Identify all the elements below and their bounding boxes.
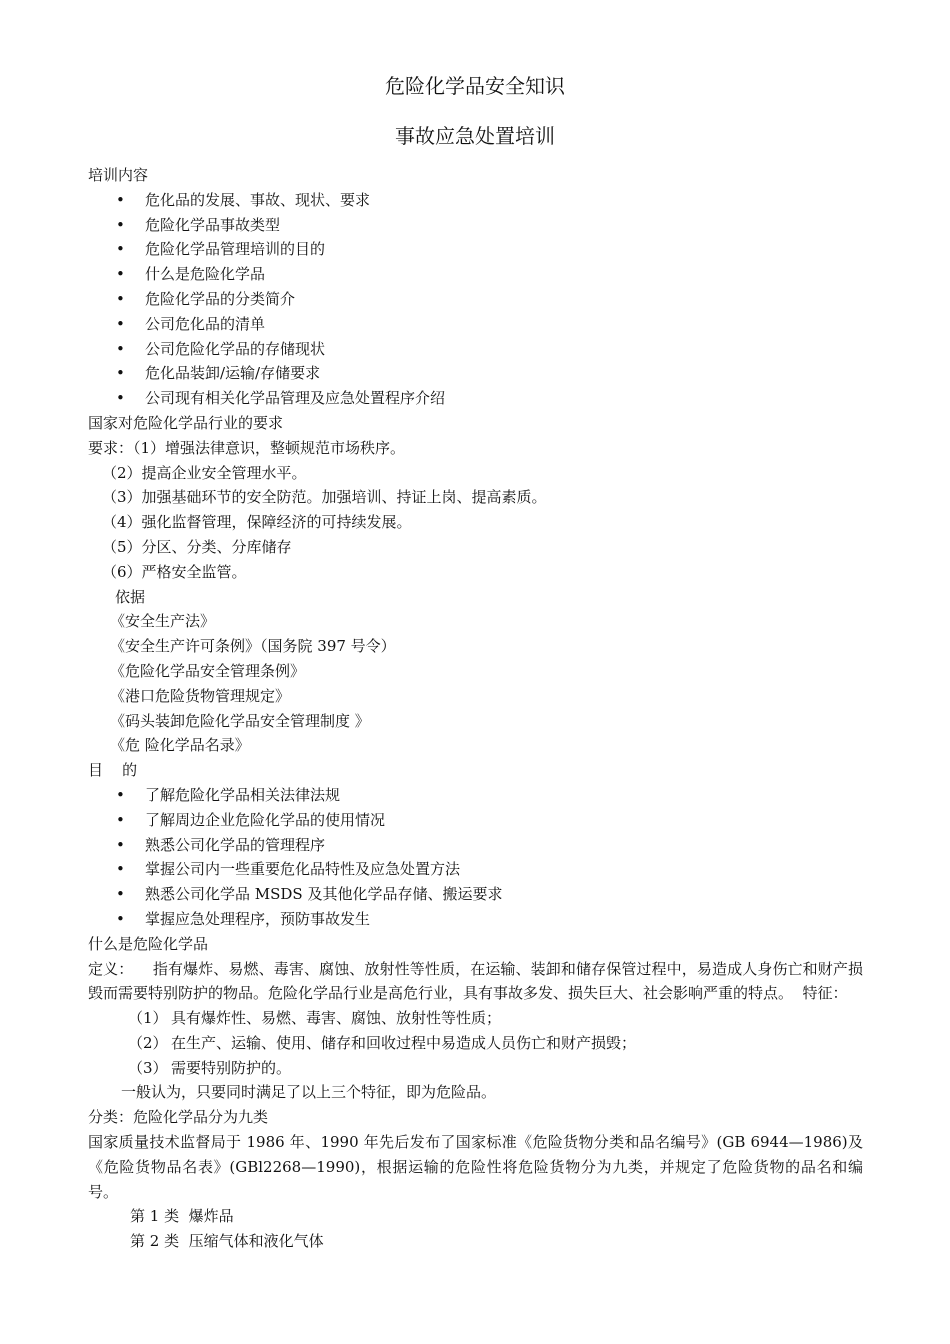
- section-heading-classification: 分类：危险化学品分为九类: [88, 1108, 269, 1127]
- list-item: • 熟悉公司化学品 MSDS 及其他化学品存储、搬运要求: [88, 882, 863, 907]
- basis-item: 《安全生产法》: [110, 612, 216, 631]
- feature-item: （1） 具有爆炸性、易燃、毒害、腐蚀、放射性等性质；: [128, 1009, 502, 1028]
- list-item: • 熟悉公司化学品的管理程序: [88, 833, 863, 858]
- bullet-icon: •: [116, 289, 125, 308]
- list-item: • 危险化学品管理培训的目的: [88, 237, 863, 262]
- class-item: 第 2 类 压缩气体和液化气体: [130, 1232, 324, 1251]
- list-item: • 危化品装卸/运输/存储要求: [88, 361, 863, 386]
- bullet-icon: •: [116, 389, 125, 408]
- basis-item: 《危 险化学品名录》: [110, 736, 250, 755]
- list-item: • 危化品的发展、事故、现状、要求: [88, 188, 863, 213]
- bullet-icon: •: [116, 240, 125, 259]
- bullet-icon: •: [116, 190, 125, 209]
- feature-item: （2） 在生产、运输、使用、储存和回收过程中易造成人员伤亡和财产损毁；: [128, 1033, 637, 1052]
- basis-item: 《码头装卸危险化学品安全管理制度 》: [110, 711, 370, 730]
- section-heading-purpose: 目 的: [88, 761, 138, 780]
- definition-conclusion: 一般认为，只要同时满足了以上三个特征，即为危险品。: [121, 1083, 497, 1102]
- list-item: • 公司危化品的清单: [88, 312, 863, 337]
- requirement-item: （4）强化监督管理，保障经济的可持续发展。: [102, 513, 412, 532]
- bullet-icon: •: [116, 909, 125, 928]
- list-item: • 掌握公司内一些重要危化品特性及应急处置方法: [88, 857, 863, 882]
- list-item: • 公司现有相关化学品管理及应急处置程序介绍: [88, 386, 863, 411]
- list-item: • 了解周边企业危险化学品的使用情况: [88, 808, 863, 833]
- list-item: • 危险化学品事故类型: [88, 213, 863, 238]
- list-item: • 掌握应急处理程序，预防事故发生: [88, 907, 863, 932]
- basis-item: 《港口危险货物管理规定》: [110, 686, 291, 705]
- bullet-icon: •: [116, 265, 125, 284]
- classification-paragraph: 国家质量技术监督局于 1986 年、1990 年先后发布了国家标准《危险货物分类和品名编号》(GB 6944—1986)及《危险货物品名表》(GBl2268—1990)，根据运输的危险性将危险货物分为九类，并规定了危险货物的品名和编号。: [88, 1133, 863, 1201]
- requirement-item: （6）严格安全监管。: [102, 562, 247, 581]
- document-title: 危险化学品安全知识: [385, 74, 565, 98]
- list-item: • 公司危险化学品的存储现状: [88, 337, 863, 362]
- document-body: [88, 163, 863, 1254]
- bullet-icon: •: [116, 364, 125, 383]
- bullet-icon: •: [116, 885, 125, 904]
- section-heading-requirements: 国家对危险化学品行业的要求: [88, 413, 284, 432]
- bullet-icon: •: [116, 810, 125, 829]
- basis-heading: 依据: [115, 587, 146, 606]
- list-item: • 了解危险化学品相关法律法规: [88, 783, 863, 808]
- requirement-item: （5）分区、分类、分库储存: [102, 537, 292, 556]
- requirement-item: （3）加强基础环节的安全防范。加强培训、持证上岗、提高素质。: [102, 488, 547, 507]
- section-heading-definition: 什么是危险化学品: [88, 934, 209, 953]
- section-heading-training: 培训内容: [88, 166, 149, 184]
- requirement-item: 要求：（1）增强法律意识，整顿规范市场秩序。: [88, 438, 406, 457]
- bullet-icon: •: [116, 339, 125, 358]
- bullet-icon: •: [116, 835, 125, 854]
- basis-item: 《危险化学品安全管理条例》: [110, 661, 306, 680]
- definition-paragraph: 定义： 指有爆炸、易燃、毒害、腐蚀、放射性等性质，在运输、装卸和储存保管过程中，易造成人身伤亡和财产损毁而需要特别防护的物品。危险化学品行业是高危行业，具有事故多发、损失巨大、社会影响严重的特点。 特征：: [88, 959, 863, 1003]
- bullet-icon: •: [116, 860, 125, 879]
- list-item: • 什么是危险化学品: [88, 262, 863, 287]
- feature-item: （3） 需要特别防护的。: [128, 1058, 292, 1077]
- class-item: 第 1 类 爆炸品: [130, 1207, 234, 1226]
- basis-item: 《安全生产许可条例》（国务院 397 号令）: [110, 637, 396, 656]
- list-item: • 危险化学品的分类简介: [88, 287, 863, 312]
- bullet-icon: •: [116, 215, 125, 234]
- document-subtitle: 事故应急处置培训: [395, 124, 555, 148]
- bullet-icon: •: [116, 314, 125, 333]
- requirement-item: （2）提高企业安全管理水平。: [102, 463, 307, 482]
- bullet-icon: •: [116, 785, 125, 804]
